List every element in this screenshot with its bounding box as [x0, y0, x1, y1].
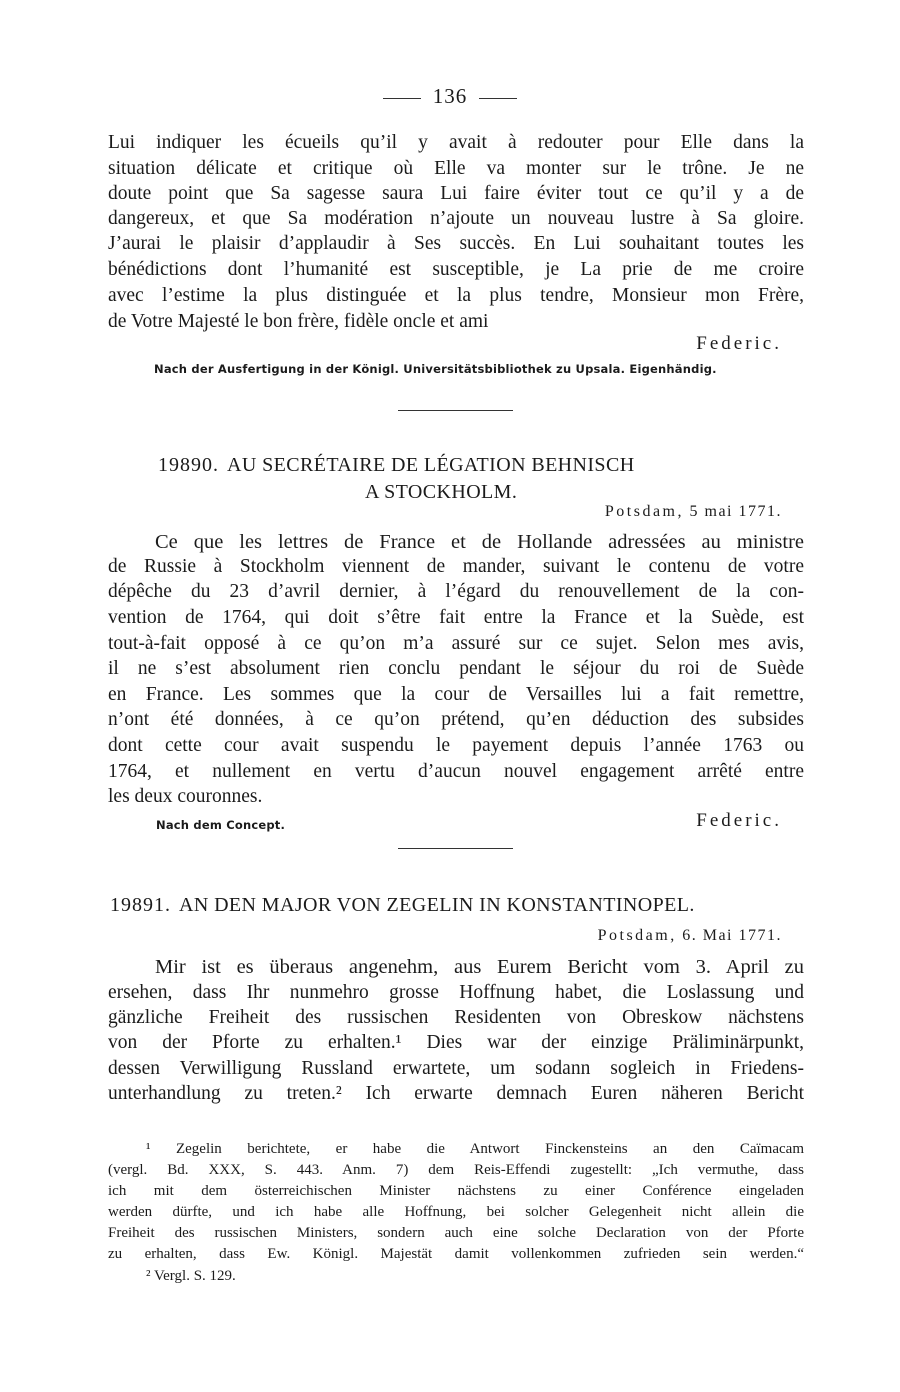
text-line: avec l’estime la plus distinguée et la plus tendre, Monsieur mon Frère, — [108, 285, 804, 306]
letter-heading-line2: A STOCKHOLM. — [365, 481, 518, 503]
letter-number: 19891. — [110, 894, 171, 916]
footnote-line: ich mit dem österreichischen Minister nächstens zu einer Conférence eingeladen — [108, 1183, 804, 1199]
date-value: 6. Mai 1771. — [682, 927, 782, 944]
text-line: bénédictions dont l’humanité est susceptible, je La prie de me croire — [108, 259, 804, 280]
text-line: Lui indiquer les écueils qu’il y avait à redouter pour Elle dans la — [108, 132, 804, 153]
text-line: en France. Les sommes que la cour de Versailles lui a fait remettre, — [108, 684, 804, 705]
letter-heading — [110, 893, 806, 917]
source-note: Nach der Ausfertigung in der Königl. Universitätsbibliothek zu Upsala. Eigenhändig. — [154, 362, 717, 376]
text-line: les deux couronnes. — [108, 786, 263, 807]
text-line: de Russie à Stockholm viennent de mander, suivant le contenu de votre — [108, 556, 804, 577]
signature: Federic. — [696, 333, 782, 354]
text-line: n’ont été données, à ce qu’on prétend, qu’en déduction des subsides — [108, 709, 804, 730]
footnote-line: zu erhalten, dass Ew. Königl. Majestät damit vollenkommen zufrieden sein werden.“ — [108, 1246, 804, 1262]
letter-heading — [158, 453, 854, 477]
signature: Federic. — [696, 810, 782, 831]
text-line: dépêche du 23 d’avril dernier, à l’égard du renouvellement de la con- — [108, 581, 804, 602]
footnote-line: werden dürfte, und ich habe alle Hoffnung, bei solcher Gelegenheit nicht allein die — [108, 1204, 804, 1220]
section-divider — [398, 848, 513, 849]
text-line: doute point que Sa sagesse saura Lui faire éviter tout ce qu’il y a de — [108, 183, 804, 204]
text-line: dont cette cour avait suspendu le payement depuis l’année 1763 ou — [108, 735, 804, 756]
text-line: il ne s’est absolument rien conclu pendant le séjour du roi de Suède — [108, 658, 804, 679]
page-number-dash-right — [479, 98, 517, 99]
page-number — [0, 84, 900, 109]
text-line: J’aurai le plaisir d’applaudir à Ses succès. En Lui souhaitant toutes les — [108, 233, 804, 254]
footnote-line: ¹ Zegelin berichtete, er habe die Antwort Finckensteins an den Caïmacam — [146, 1141, 804, 1157]
text-line: gänzliche Freiheit des russischen Residenten von Obreskow nächstens — [108, 1007, 804, 1028]
letter-number: 19890. — [158, 454, 219, 476]
letter-date — [605, 503, 782, 521]
footnote-line: ² Vergl. S. 129. — [146, 1268, 236, 1284]
letter-recipient: AN DEN MAJOR VON ZEGELIN IN KONSTANTINOPEL. — [179, 894, 695, 916]
date-value: 5 mai 1771. — [689, 503, 782, 520]
text-line: tout-à-fait opposé à ce qu’on m’a assuré sur ce sujet. Selon mes avis, — [108, 633, 804, 654]
text-line: dessen Verwilligung Russland erwartete, um sodann sogleich in Friedens- — [108, 1058, 804, 1079]
source-note: Nach dem Concept. — [156, 818, 286, 832]
date-place: Potsdam, — [604, 503, 684, 520]
text-line: de Votre Majesté le bon frère, fidèle oncle et ami — [108, 311, 489, 332]
text-line: dangereux, et que Sa modération n’ajoute un nouveau lustre à Sa gloire. — [108, 208, 804, 229]
text-line: vention de 1764, qui doit s’être fait entre la France et la Suède, est — [108, 607, 804, 628]
text-line: von der Pforte zu erhalten.¹ Dies war der einzige Präliminärpunkt, — [108, 1032, 804, 1053]
section-divider — [398, 410, 513, 411]
text-line: ersehen, dass Ihr nunmehro grosse Hoffnung habet, die Loslassung und — [108, 982, 804, 1003]
text-line: Mir ist es überaus angenehm, aus Eurem Bericht vom 3. April zu — [155, 956, 804, 978]
footnote-line: (vergl. Bd. XXX, S. 443. Anm. 7) dem Reis-Effendi zugestellt: „Ich vermuthe, dass — [108, 1162, 804, 1178]
text-line: Ce que les lettres de France et de Hollande adressées au ministre — [155, 531, 804, 553]
footnote-line: Freiheit des russischen Ministers, sondern auch eine solche Declaration von der Pforte — [108, 1225, 804, 1241]
letter-recipient: AU SECRÉTAIRE DE LÉGATION BEHNISCH — [227, 454, 635, 476]
page-number-text: 136 — [432, 84, 468, 108]
text-line: unterhandlung zu treten.² Ich erwarte demnach Euren näheren Bericht — [108, 1083, 804, 1104]
text-line: 1764, et nullement en vertu d’aucun nouvel engagement arrêté entre — [108, 761, 804, 782]
page-number-dash-left — [383, 98, 421, 99]
text-line: situation délicate et critique où Elle va monter sur le trône. Je ne — [108, 158, 804, 179]
letter-date — [598, 927, 782, 945]
date-place: Potsdam, — [597, 927, 677, 944]
